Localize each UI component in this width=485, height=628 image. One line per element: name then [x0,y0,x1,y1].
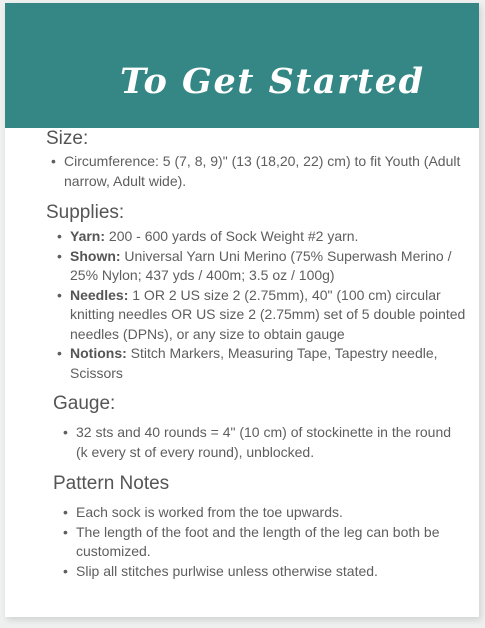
list-item [54,286,466,345]
supply-term-yarn: Yarn: [70,228,106,244]
list-item: • Slip all stitches purlwise unless otherwise stated. [60,562,445,582]
size-heading: Size: [46,128,89,149]
gauge-heading: Gauge: [53,393,116,414]
list-item: • The length of the foot and the length of the leg can both be customized. [60,523,445,562]
list-item [54,344,466,383]
supply-text-notions: Stitch Markers, Measuring Tape, Tapestry needle, Scissors [70,345,438,381]
pattern-notes-list [60,503,445,581]
list-item [54,247,466,286]
list-item: • Circumference: 5 (7, 8, 9)" (13 (18,20, 22) cm) to fit Youth (Adult narrow, Adult wide). [48,152,463,191]
supply-text-needles: 1 OR 2 US size 2 (2.75mm), 40" (100 cm) circular knitting needles OR US size 2 (2.75mm) set of 5 double pointed needles (DPNs), or any size to obtain gauge [70,286,466,342]
supply-text-shown: Universal Yarn Uni Merino (75% Superwash Merino / 25% Nylon; 437 yds / 400m; 3.5 oz / 100g) [70,247,452,283]
supply-text-yarn: 200 - 600 yards of Sock Weight #2 yarn. [105,228,359,244]
supplies-list [54,227,466,383]
supplies-heading: Supplies: [46,202,125,223]
pattern-card [5,3,479,617]
supply-term-notions: Notions: [70,345,127,361]
supply-term-needles: Needles: [70,286,129,303]
page-title: To Get Started [120,61,425,102]
list-item [54,227,466,247]
list-item: • 32 sts and 40 rounds = 4" (10 cm) of stockinette in the round (k every st of every round), unblocked. [60,423,465,462]
title-banner [5,3,479,128]
size-list [48,152,463,191]
pattern-notes-heading: Pattern Notes [53,473,170,494]
list-item: • Each sock is worked from the toe upwards. [60,503,445,523]
supply-term-shown: Shown: [70,247,121,264]
gauge-list [60,423,465,462]
